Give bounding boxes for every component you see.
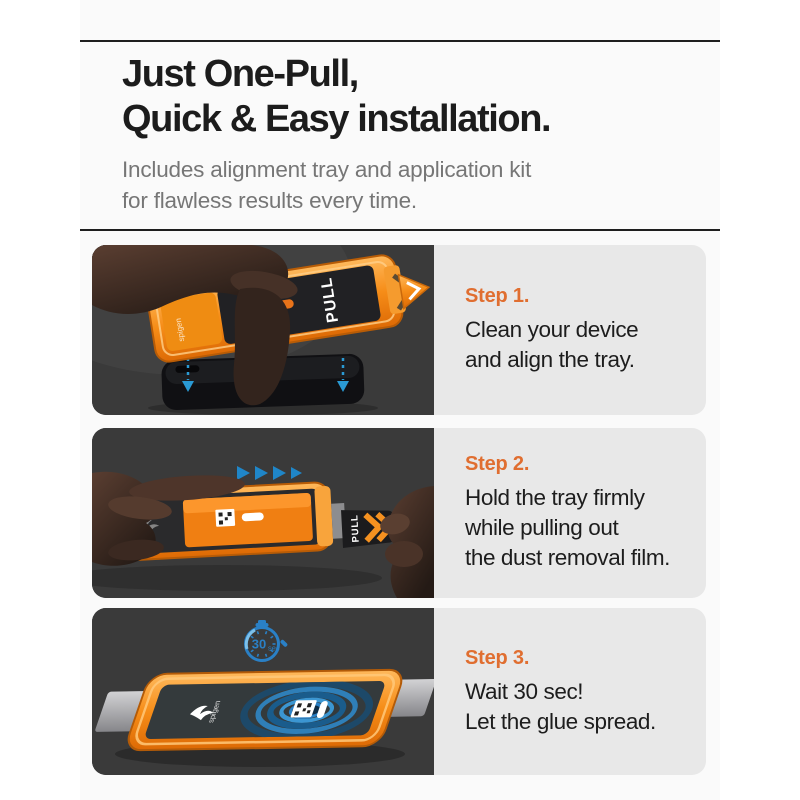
step-1-illustration [92, 245, 434, 415]
step-3-label: Step 3. [465, 646, 530, 669]
pull-label: PULL [318, 275, 343, 324]
subtitle-line-2: for flawless results every time. [122, 188, 417, 213]
step-3-line-2: Let the glue spread. [465, 708, 656, 734]
step-3-illustration [92, 608, 434, 775]
step-1-label: Step 1. [465, 285, 530, 307]
step-3-text [434, 608, 706, 775]
step-2-line-3: the dust removal film. [465, 545, 671, 570]
step-2-line-2: while pulling out [465, 515, 619, 540]
film-label-pill [242, 512, 264, 521]
step-1-photo [92, 245, 434, 415]
header [122, 52, 702, 216]
brand-label: spigen [206, 700, 223, 724]
step-2-photo [92, 428, 434, 598]
step-2-line-1: Hold the tray firmly [465, 485, 645, 510]
title-line-2: Quick & Easy installation. [122, 98, 551, 140]
qr-code [215, 509, 235, 527]
step-2-text [434, 428, 706, 598]
title-line-1: Just One-Pull, [122, 53, 358, 95]
step-3-photo [92, 608, 434, 775]
page-title [122, 52, 702, 142]
subtitle-line-1: Includes alignment tray and application kit [122, 157, 532, 182]
top-divider [80, 40, 720, 42]
timer-unit: sec [268, 643, 280, 653]
step-3-row [92, 608, 706, 775]
content-column [80, 0, 720, 800]
step-1-line-1: Clean your device [465, 317, 639, 342]
step-3-line-1: Wait 30 sec! [465, 678, 584, 704]
pull-label: PULL [349, 514, 362, 543]
step-1-line-2: and align the tray. [465, 347, 635, 372]
step-1-text [434, 245, 706, 415]
step-1-row [92, 245, 706, 415]
step-2-row [92, 428, 706, 598]
step-2-illustration [92, 428, 434, 598]
step-2-label: Step 2. [465, 453, 530, 475]
page-subtitle [122, 154, 702, 216]
section-divider [80, 229, 720, 231]
timer-value: 30 [251, 636, 267, 652]
brand-label: spigen [173, 317, 187, 343]
